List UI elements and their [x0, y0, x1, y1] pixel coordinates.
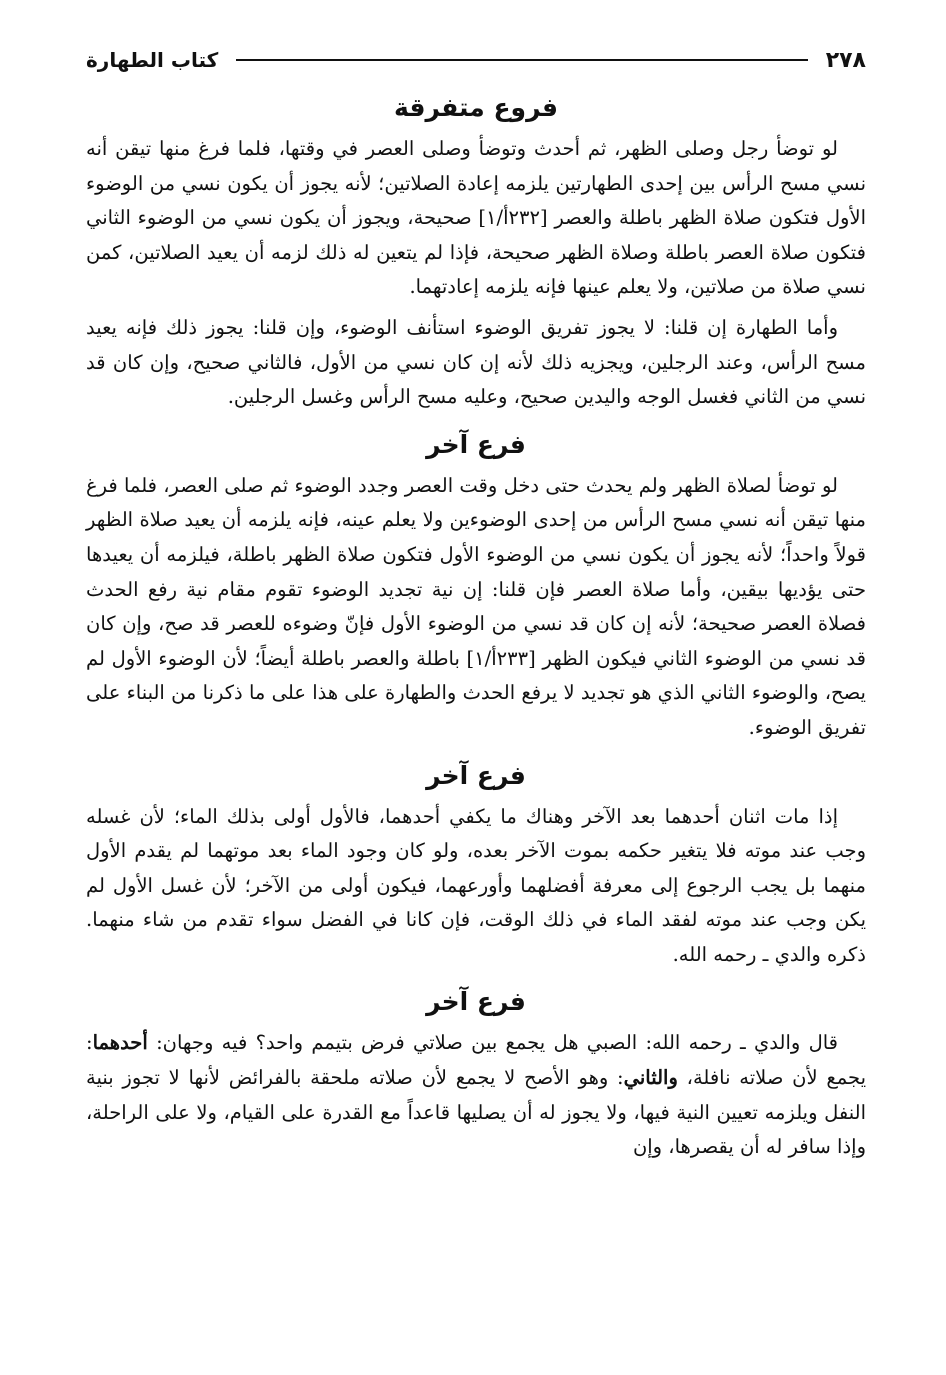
section-heading-miscellaneous-branches: فروع متفرقة	[393, 93, 558, 122]
paragraph-middle: : يجمع لأن صلاته نافلة،	[86, 1031, 866, 1090]
header-rule	[236, 59, 807, 61]
running-header	[86, 40, 866, 80]
section-heading-another-branch: فرع آخر	[426, 987, 526, 1017]
paragraph: لو توضأ لصلاة الظهر ولم يحدث حتى دخل وقت العصر وجدد الوضوء ثم صلى العصر، فلما فرغ منها تيقن أنه نسي مسح الرأس من إحدى الوضوءين ولا يعلم عينه، فإنه يلزمه أن يعيد صلاة الظهر قولاً واحداً؛ لأنه يجوز أن يكون نسي من الوضوء الأول فتكون صلاة الظهر باطلة، فيلزمه أن يعيدها حتى يؤديها بيقين، وأما صلاة العصر فإن قلنا: إن نية تجديد الوضوء تقوم مقام نية رفع الحدث فصلاة العصر صحيحة؛ لأنه إن كان قد نسي من الوضوء الأول فإنّ وضوءه للعصر قد صح، وإن كان قد نسي من الوضوء الثاني فيكون الظهر [٢٣٣أ/١] باطلة والعصر باطلة أيضاً؛ لأن الوضوء الأول لم يصح، والوضوء الثاني الذي هو تجديد لا يرفع الحدث والطهارة على هذا على ما ذكرنا من البناء على تفريق الوضوء.	[86, 473, 866, 739]
paragraph-intro: قال والدي ـ رحمه الله: الصبي هل يجمع بين صلاتي فرض بتيمم واحد؟ فيه وجهان:	[156, 1031, 839, 1055]
section-heading-another-branch: فرع آخر	[426, 429, 526, 459]
page-number: ٢٧٨	[825, 47, 866, 73]
paragraph: وأما الطهارة إن قلنا: لا يجوز تفريق الوضوء استأنف الوضوء، وإن قلنا: يجوز ذلك فإنه يعيد مسح الرأس، وعند الرجلين، ويجزيه ذلك لأنه إن كان نسي من الأول، فالثاني صحيح، وإن كان قد نسي من الثاني فغسل الوجه واليدين صحيح، وعليه مسح الرأس وغسل الرجلين.	[86, 315, 866, 409]
bold-term-second: والثاني	[623, 1066, 678, 1090]
paragraph: إذا مات اثنان أحدهما بعد الآخر وهناك ما يكفي أحدهما، فالأول أولى بذلك الماء؛ لأن غسله وجب عند موته فلا يتغير حكمه بموت الآخر بعده، ولو كان وجود الماء بعد موتهما لم يقدم الأول منهما بل يجب الرجوع إلى معرفة أفضلهما وأورعهما، فيكون أولى من الآخر؛ لأن غسل الأول لم يكن وجب عند موته لفقد الماء في ذلك الوقت، فإن كانا في الفضل سواء تقدم من شاء منهما. ذكره والدي ـ رحمه الله.	[86, 804, 866, 966]
book-title: كتاب الطهارة	[86, 48, 219, 72]
section-heading-another-branch: فرع آخر	[426, 760, 526, 790]
paragraph-rest: : وهو الأصح لا يجمع لأن صلاته ملحقة بالفرائض لأنها لا تجوز بنية النفل ويلزمه تعيين النية فيها، ولا يجوز له أن يصليها قاعداً مع القدرة على القيام، ولا على الراحلة، وإذا سافر له أن يقصرها، وإن	[86, 1066, 866, 1159]
paragraph-last	[86, 1026, 866, 1164]
paragraph: لو توضأ رجل وصلى الظهر، ثم أحدث وتوضأ وصلى العصر في وقتها، فلما فرغ منها تيقن أنه نسي مسح الرأس بين إحدى الطهارتين يلزمه إعادة الصلاتين؛ لأنه يجوز أن يكون نسي من الوضوء الأول فتكون صلاة الظهر باطلة والعصر [٢٣٢أ/١] صحيحة، ويجوز أن يكون نسي من الوضوء الثاني فتكون صلاة العصر باطلة وصلاة الظهر صحيحة، فإذا لم يتعين له ذلك لزمه أن يعيد الصلاتين، كمن نسي صلاة من صلاتين، ولا يعلم عينها فإنه يلزمه إعادتهما.	[86, 137, 866, 299]
bold-term-first: أحدهما	[92, 1031, 148, 1055]
